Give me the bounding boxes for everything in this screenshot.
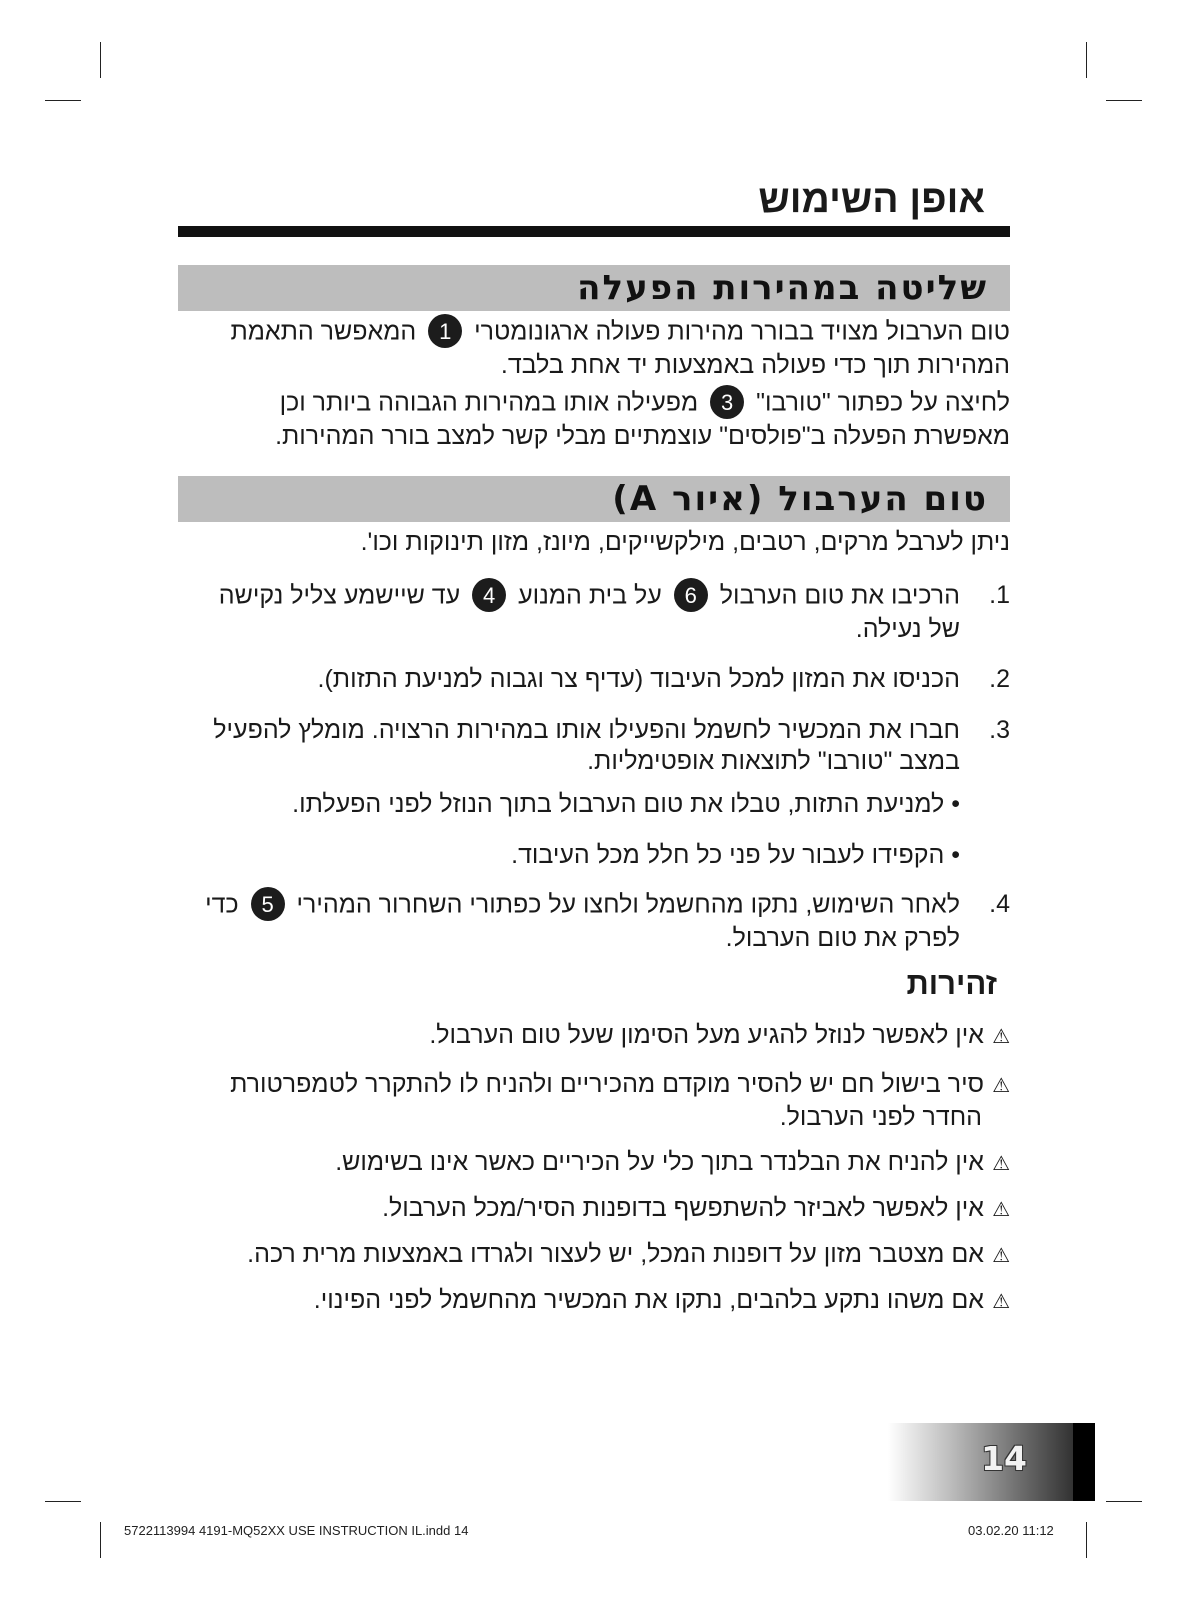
crop-mark: [45, 100, 81, 101]
bullet-item: • הקפידו לעבור על פני כל חלל מכל העיבוד.: [511, 841, 960, 869]
warning-item: ⚠אם מצטבר מזון על דופנות המכל, יש לעצור ולגרדו באמצעות מרית רכה.: [178, 1239, 1010, 1272]
step-3: 3. חברו את המכשיר לחשמל והפעילו אותו במהירות הרצויה. מומלץ להפעיל במצב "טורבו" לתוצאות אופטימליות.: [213, 716, 1010, 775]
step-number: 2.: [989, 665, 1010, 693]
warning-icon: ⚠: [992, 1245, 1010, 1267]
section-header-blending-stem: [178, 476, 1010, 522]
crop-mark: [45, 1501, 81, 1502]
warning-icon: ⚠: [992, 1026, 1010, 1048]
step-number: 1.: [989, 581, 1010, 609]
warnings-title: זהירות: [906, 966, 997, 1001]
section-header-speed-control: [178, 265, 1010, 311]
warning-icon: ⚠: [992, 1199, 1010, 1221]
footer-date: 03.02.20 11:12: [968, 1523, 1054, 1538]
part-number-badge: 6: [674, 578, 708, 612]
paragraph-line: לחיצה על כפתור "טורבו" 3 מפעילה אותו במהירות הגבוהה ביותר וכן: [178, 387, 1010, 421]
step-1: 1. הרכיבו את טום הערבול 6 על בית המנוע 4 עד שיישמע צליל נקישה של נעילה.: [178, 580, 1010, 645]
step-2: 2. הכניסו את המזון למכל העיבוד (עדיף צר וגבוה למניעת התזות).: [317, 665, 1010, 693]
step-4: 4. לאחר השימוש, נתקו מהחשמל ולחצו על כפתורי השחרור המהירי 5 כדי לפרק את טום הערבול.: [178, 889, 1010, 954]
page-title: אופן השימוש: [758, 178, 985, 221]
footer-file-info: 5722113994 4191-MQ52XX USE INSTRUCTION IL.indd 14: [124, 1523, 469, 1538]
crop-mark: [1086, 1522, 1087, 1558]
warning-icon: ⚠: [992, 1153, 1010, 1175]
page-number: 14: [981, 1439, 1027, 1478]
speed-paragraph-1: [178, 316, 1010, 381]
speed-paragraph-2: [178, 387, 1010, 452]
part-number-badge: 4: [472, 578, 506, 612]
step-number: 3.: [989, 716, 1010, 744]
crop-mark: [100, 42, 101, 78]
part-number-badge: 3: [710, 385, 744, 419]
warning-item: ⚠אין לאפשר לאביזר להשתפשף בדופנות הסיר/מכל הערבול.: [178, 1193, 1010, 1226]
warning-icon: ⚠: [992, 1291, 1010, 1313]
crop-mark: [1106, 100, 1142, 101]
warning-item: ⚠אם משהו נתקע בלהבים, נתקו את המכשיר מהחשמל לפני הפינוי.: [178, 1285, 1010, 1318]
part-number-badge: 5: [251, 887, 285, 921]
section-title: טום הערבול (איור A): [612, 479, 988, 519]
paragraph-line: מאפשרת הפעלה ב"פולסים" עוצמתיים מבלי קשר למצב בורר המהירות.: [275, 422, 1010, 450]
step-number: 4.: [989, 890, 1010, 918]
crop-mark: [1086, 42, 1087, 78]
page-number-tab: [888, 1423, 1095, 1501]
warning-item: ⚠אין לאפשר לנוזל להגיע מעל הסימון שעל טום הערבול.: [178, 1020, 1010, 1053]
warning-item: ⚠סיר בישול חם יש להסיר מוקדם מהכיריים ולהניח לו להתקרר לטמפרטורת החדר לפני הערבול.: [230, 1070, 1010, 1131]
paragraph-line: המהירות תוך כדי פעולה באמצעות יד אחת בלבד.: [500, 351, 1010, 379]
title-rule: [178, 226, 1010, 237]
crop-mark: [100, 1522, 101, 1558]
section-title: שליטה במהירות הפעלה: [577, 268, 988, 308]
warning-item: ⚠אין להניח את הבלנדר בתוך כלי על הכיריים כאשר אינו בשימוש.: [178, 1147, 1010, 1180]
blending-intro: ניתן לערבל מרקים, רטבים, מילקשייקים, מיונז, מזון תינוקות וכו'.: [360, 528, 1010, 556]
paragraph-line: טום הערבול מצויד בבורר מהירות פעולה ארגונומטרי 1 המאפשר התאמת: [178, 316, 1010, 350]
bullet-item: • למניעת התזות, טבלו את טום הערבול בתוך הנוזל לפני הפעלתו.: [292, 790, 960, 818]
part-number-badge: 1: [428, 314, 462, 348]
crop-mark: [1106, 1501, 1142, 1502]
warning-icon: ⚠: [992, 1075, 1010, 1097]
